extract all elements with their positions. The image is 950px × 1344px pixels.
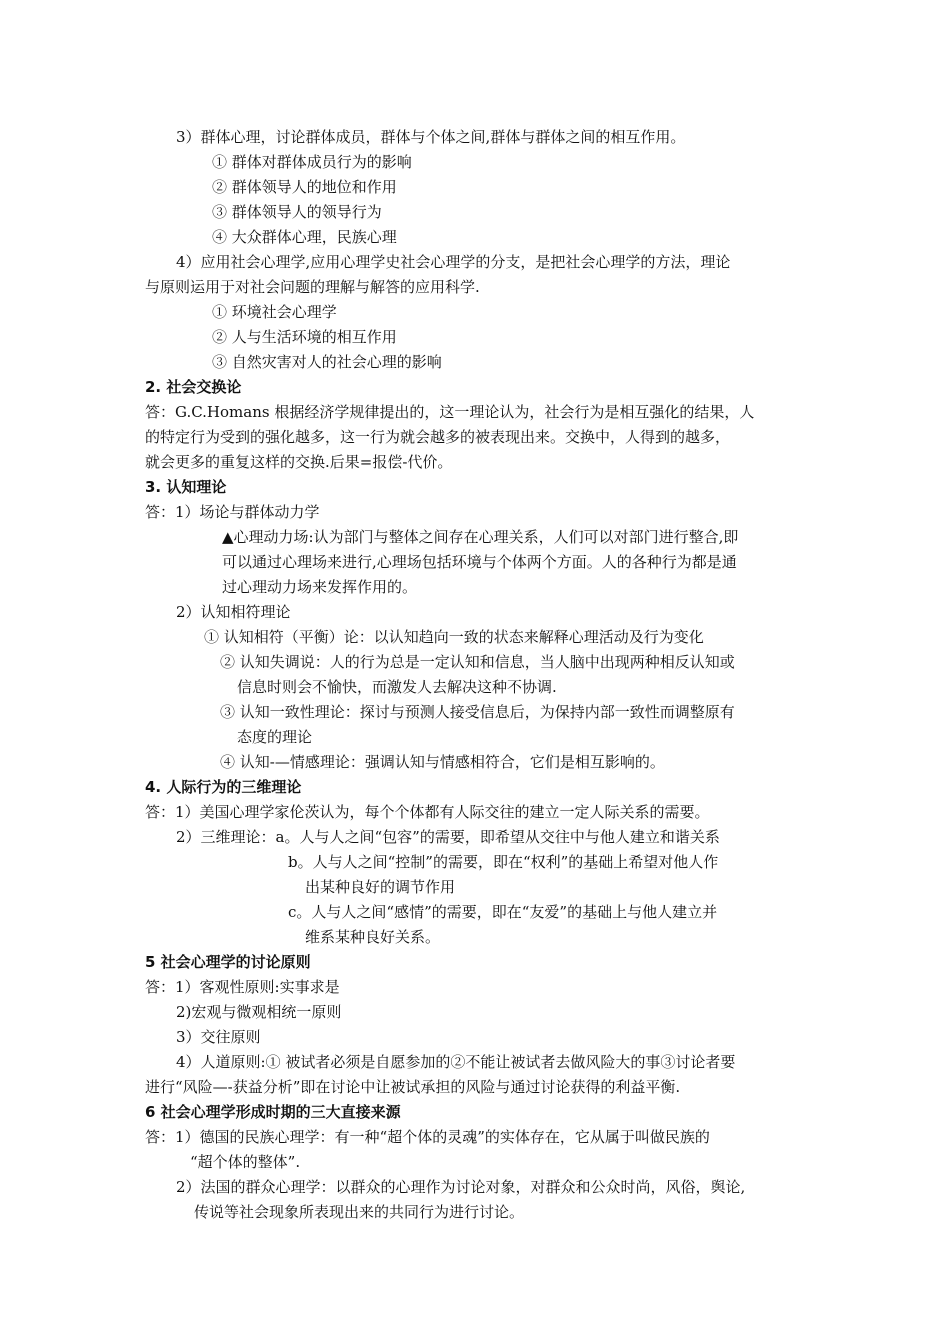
section-heading: 5 社会心理学的讨论原则	[145, 953, 311, 971]
text-line: 3）交往原则	[176, 1028, 261, 1046]
text-line: ▲心理动力场:认为部门与整体之间存在心理关系，人们可以对部门进行整合,即	[222, 528, 739, 546]
section-heading: 3. 认知理论	[145, 478, 227, 496]
section-heading: 6 社会心理学形成时期的三大直接来源	[145, 1103, 401, 1121]
text-line: 3）群体心理，讨论群体成员，群体与个体之间,群体与群体之间的相互作用。	[176, 128, 686, 146]
text-line: 传说等社会现象所表现出来的共同行为进行讨论。	[194, 1203, 525, 1221]
text-line: 的特定行为受到的强化越多，这一行为就会越多的被表现出来。交换中，人得到的越多，	[145, 428, 731, 446]
list-item: ③ 自然灾害对人的社会心理的影响	[212, 353, 442, 371]
text-line: 2）认知相符理论	[176, 603, 291, 621]
section-heading: 2. 社会交换论	[145, 378, 242, 396]
text-line: 答：1）德国的民族心理学：有一种“超个体的灵魂”的实体存在，它从属于叫做民族的	[145, 1128, 710, 1146]
list-item: ② 认知失调说：人的行为总是一定认知和信息，当人脑中出现两种相反认知或	[220, 653, 735, 671]
text-line: c。人与人之间“感情”的需要，即在“友爱”的基础上与他人建立并	[288, 903, 718, 921]
section-heading: 4. 人际行为的三维理论	[145, 778, 302, 796]
list-item: ① 环境社会心理学	[212, 303, 337, 321]
text-line: 过心理动力场来发挥作用的。	[222, 578, 418, 596]
list-item: ① 认知相符（平衡）论：以认知趋向一致的状态来解释心理活动及行为变化	[204, 628, 704, 646]
text-line: 就会更多的重复这样的交换.后果=报偿-代价。	[145, 453, 453, 471]
list-item: ④ 认知-—情感理论：强调认知与情感相符合，它们是相互影响的。	[220, 753, 665, 771]
list-item: ③ 群体领导人的领导行为	[212, 203, 382, 221]
text-line: 答：1）场论与群体动力学	[145, 503, 320, 521]
text-line: 可以通过心理场来进行,心理场包括环境与个体两个方面。人的各种行为都是通	[222, 553, 737, 571]
text-line: 2）三维理论：a。人与人之间“包容”的需要，即希望从交往中与他人建立和谐关系	[176, 828, 720, 846]
text-line: “超个体的整体”.	[190, 1153, 301, 1171]
text-line: 2）法国的群众心理学：以群众的心理作为讨论对象，对群众和公众时尚，风俗，舆论,	[176, 1178, 746, 1196]
text-line: 4）人道原则:① 被试者必须是自愿参加的②不能让被试者去做风险大的事③讨论者要	[176, 1053, 736, 1071]
text-line: 进行“风险—-获益分析”即在讨论中让被试承担的风险与通过讨论获得的利益平衡.	[145, 1078, 681, 1096]
list-item: ③ 认知一致性理论：探讨与预测人接受信息后，为保持内部一致性而调整原有	[220, 703, 735, 721]
text-line: 答：1）客观性原则:实事求是	[145, 978, 340, 996]
text-line: 信息时则会不愉快，而激发人去解决这种不协调.	[237, 678, 557, 696]
text-line: 态度的理论	[237, 728, 313, 746]
text-line: 维系某种良好关系。	[305, 928, 441, 946]
text-line: 答：1）美国心理学家伦茨认为，每个个体都有人际交往的建立一定人际关系的需要。	[145, 803, 710, 821]
text-line: 出某种良好的调节作用	[305, 878, 456, 896]
text-line: b。人与人之间“控制”的需要，即在“权利”的基础上希望对他人作	[288, 853, 719, 871]
text-line: 与原则运用于对社会问题的理解与解答的应用科学.	[145, 278, 480, 296]
list-item: ① 群体对群体成员行为的影响	[212, 153, 412, 171]
list-item: ④ 大众群体心理，民族心理	[212, 228, 397, 246]
text-line: 答：G.C.Homans 根据经济学规律提出的，这一理论认为，社会行为是相互强化的结果，人	[145, 403, 755, 421]
list-item: ② 群体领导人的地位和作用	[212, 178, 397, 196]
text-line: 2)宏观与微观相统一原则	[176, 1003, 342, 1021]
list-item: ② 人与生活环境的相互作用	[212, 328, 397, 346]
text-line: 4）应用社会心理学,应用心理学史社会心理学的分支，是把社会心理学的方法，理论	[176, 253, 731, 271]
